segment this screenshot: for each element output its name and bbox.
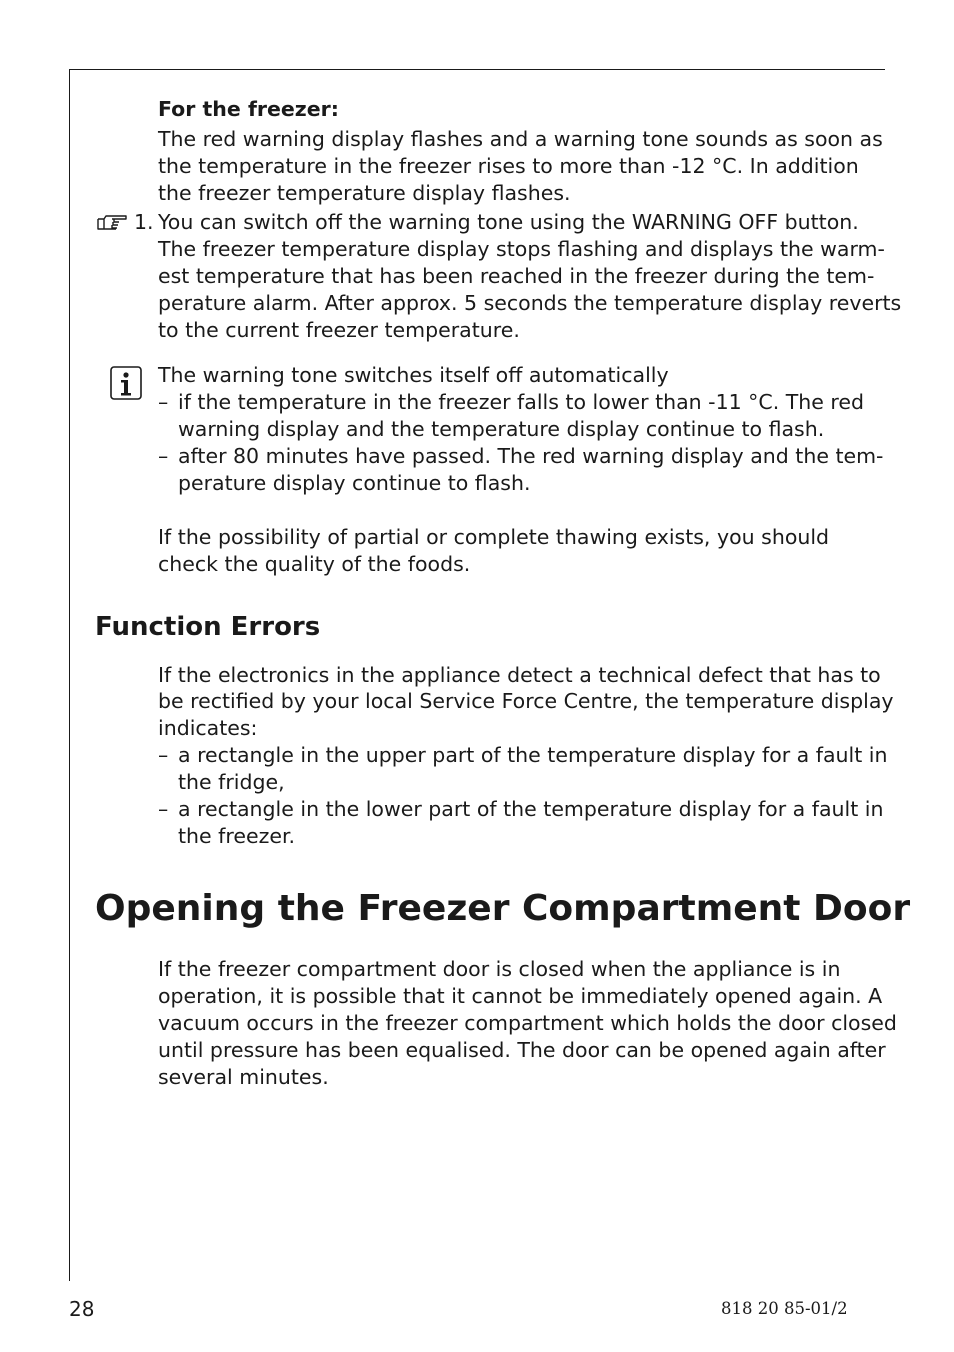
info-icon	[110, 366, 142, 400]
info-bullet-line: after 80 minutes have passed. The red warning display and the tem-	[178, 444, 884, 468]
function-errors-bullet-line: a rectangle in the upper part of the temperature display for a fault in	[178, 743, 888, 767]
function-errors-bullet-line: the fridge,	[178, 770, 285, 794]
opening-door-line: vacuum occurs in the freezer compartment which holds the door closed	[158, 1011, 897, 1035]
step-text-line: You can switch off the warning tone using the WARNING OFF button.	[158, 210, 859, 234]
info-bullet-line: perature display continue to flash.	[178, 471, 531, 495]
bullet-dash: –	[158, 444, 169, 468]
info-bullet-line: warning display and the temperature display continue to flash.	[178, 417, 825, 441]
function-errors-heading: Function Errors	[95, 612, 321, 642]
freezer-text-line: The red warning display flashes and a warning tone sounds as soon as	[158, 127, 883, 151]
bullet-dash: –	[158, 743, 169, 767]
function-errors-bullet-line: the freezer.	[178, 824, 296, 848]
info-note-line: check the quality of the foods.	[158, 552, 471, 576]
page-frame-top-rule	[69, 69, 885, 70]
page-number: 28	[69, 1297, 95, 1321]
bullet-dash: –	[158, 390, 169, 414]
function-errors-bullet-line: a rectangle in the lower part of the temperature display for a fault in	[178, 797, 884, 821]
freezer-heading: For the freezer:	[158, 97, 339, 121]
step-text-line: est temperature that has been reached in the freezer during the tem-	[158, 264, 875, 288]
opening-door-line: several minutes.	[158, 1065, 329, 1089]
info-note-line: If the possibility of partial or complete thawing exists, you should	[158, 525, 830, 549]
opening-door-line: If the freezer compartment door is closed when the appliance is in	[158, 957, 841, 981]
opening-door-line: until pressure has been equalised. The door can be opened again after	[158, 1038, 886, 1062]
function-errors-line: be rectified by your local Service Force Centre, the temperature display	[158, 689, 894, 713]
info-bullet-line: if the temperature in the freezer falls to lower than -11 °C. The red	[178, 390, 865, 414]
step-text-line: to the current freezer temperature.	[158, 318, 520, 342]
pointing-hand-icon	[96, 213, 128, 233]
bullet-dash: –	[158, 797, 169, 821]
step-text-line: The freezer temperature display stops flashing and displays the warm-	[158, 237, 885, 261]
page-frame-left-rule	[69, 69, 70, 1281]
info-intro: The warning tone switches itself off automatically	[158, 363, 669, 387]
freezer-text-line: the temperature in the freezer rises to more than -12 °C. In addition	[158, 154, 859, 178]
freezer-text-line: the freezer temperature display flashes.	[158, 181, 571, 205]
step-number: 1.	[134, 210, 154, 234]
opening-door-line: operation, it is possible that it cannot be immediately opened again. A	[158, 984, 883, 1008]
function-errors-line: indicates:	[158, 716, 258, 740]
function-errors-line: If the electronics in the appliance detect a technical defect that has to	[158, 663, 881, 687]
opening-door-heading: Opening the Freezer Compartment Door	[95, 888, 911, 929]
document-code: 818 20 85-01/2	[721, 1299, 848, 1318]
step-text-line: perature alarm. After approx. 5 seconds the temperature display reverts	[158, 291, 902, 315]
